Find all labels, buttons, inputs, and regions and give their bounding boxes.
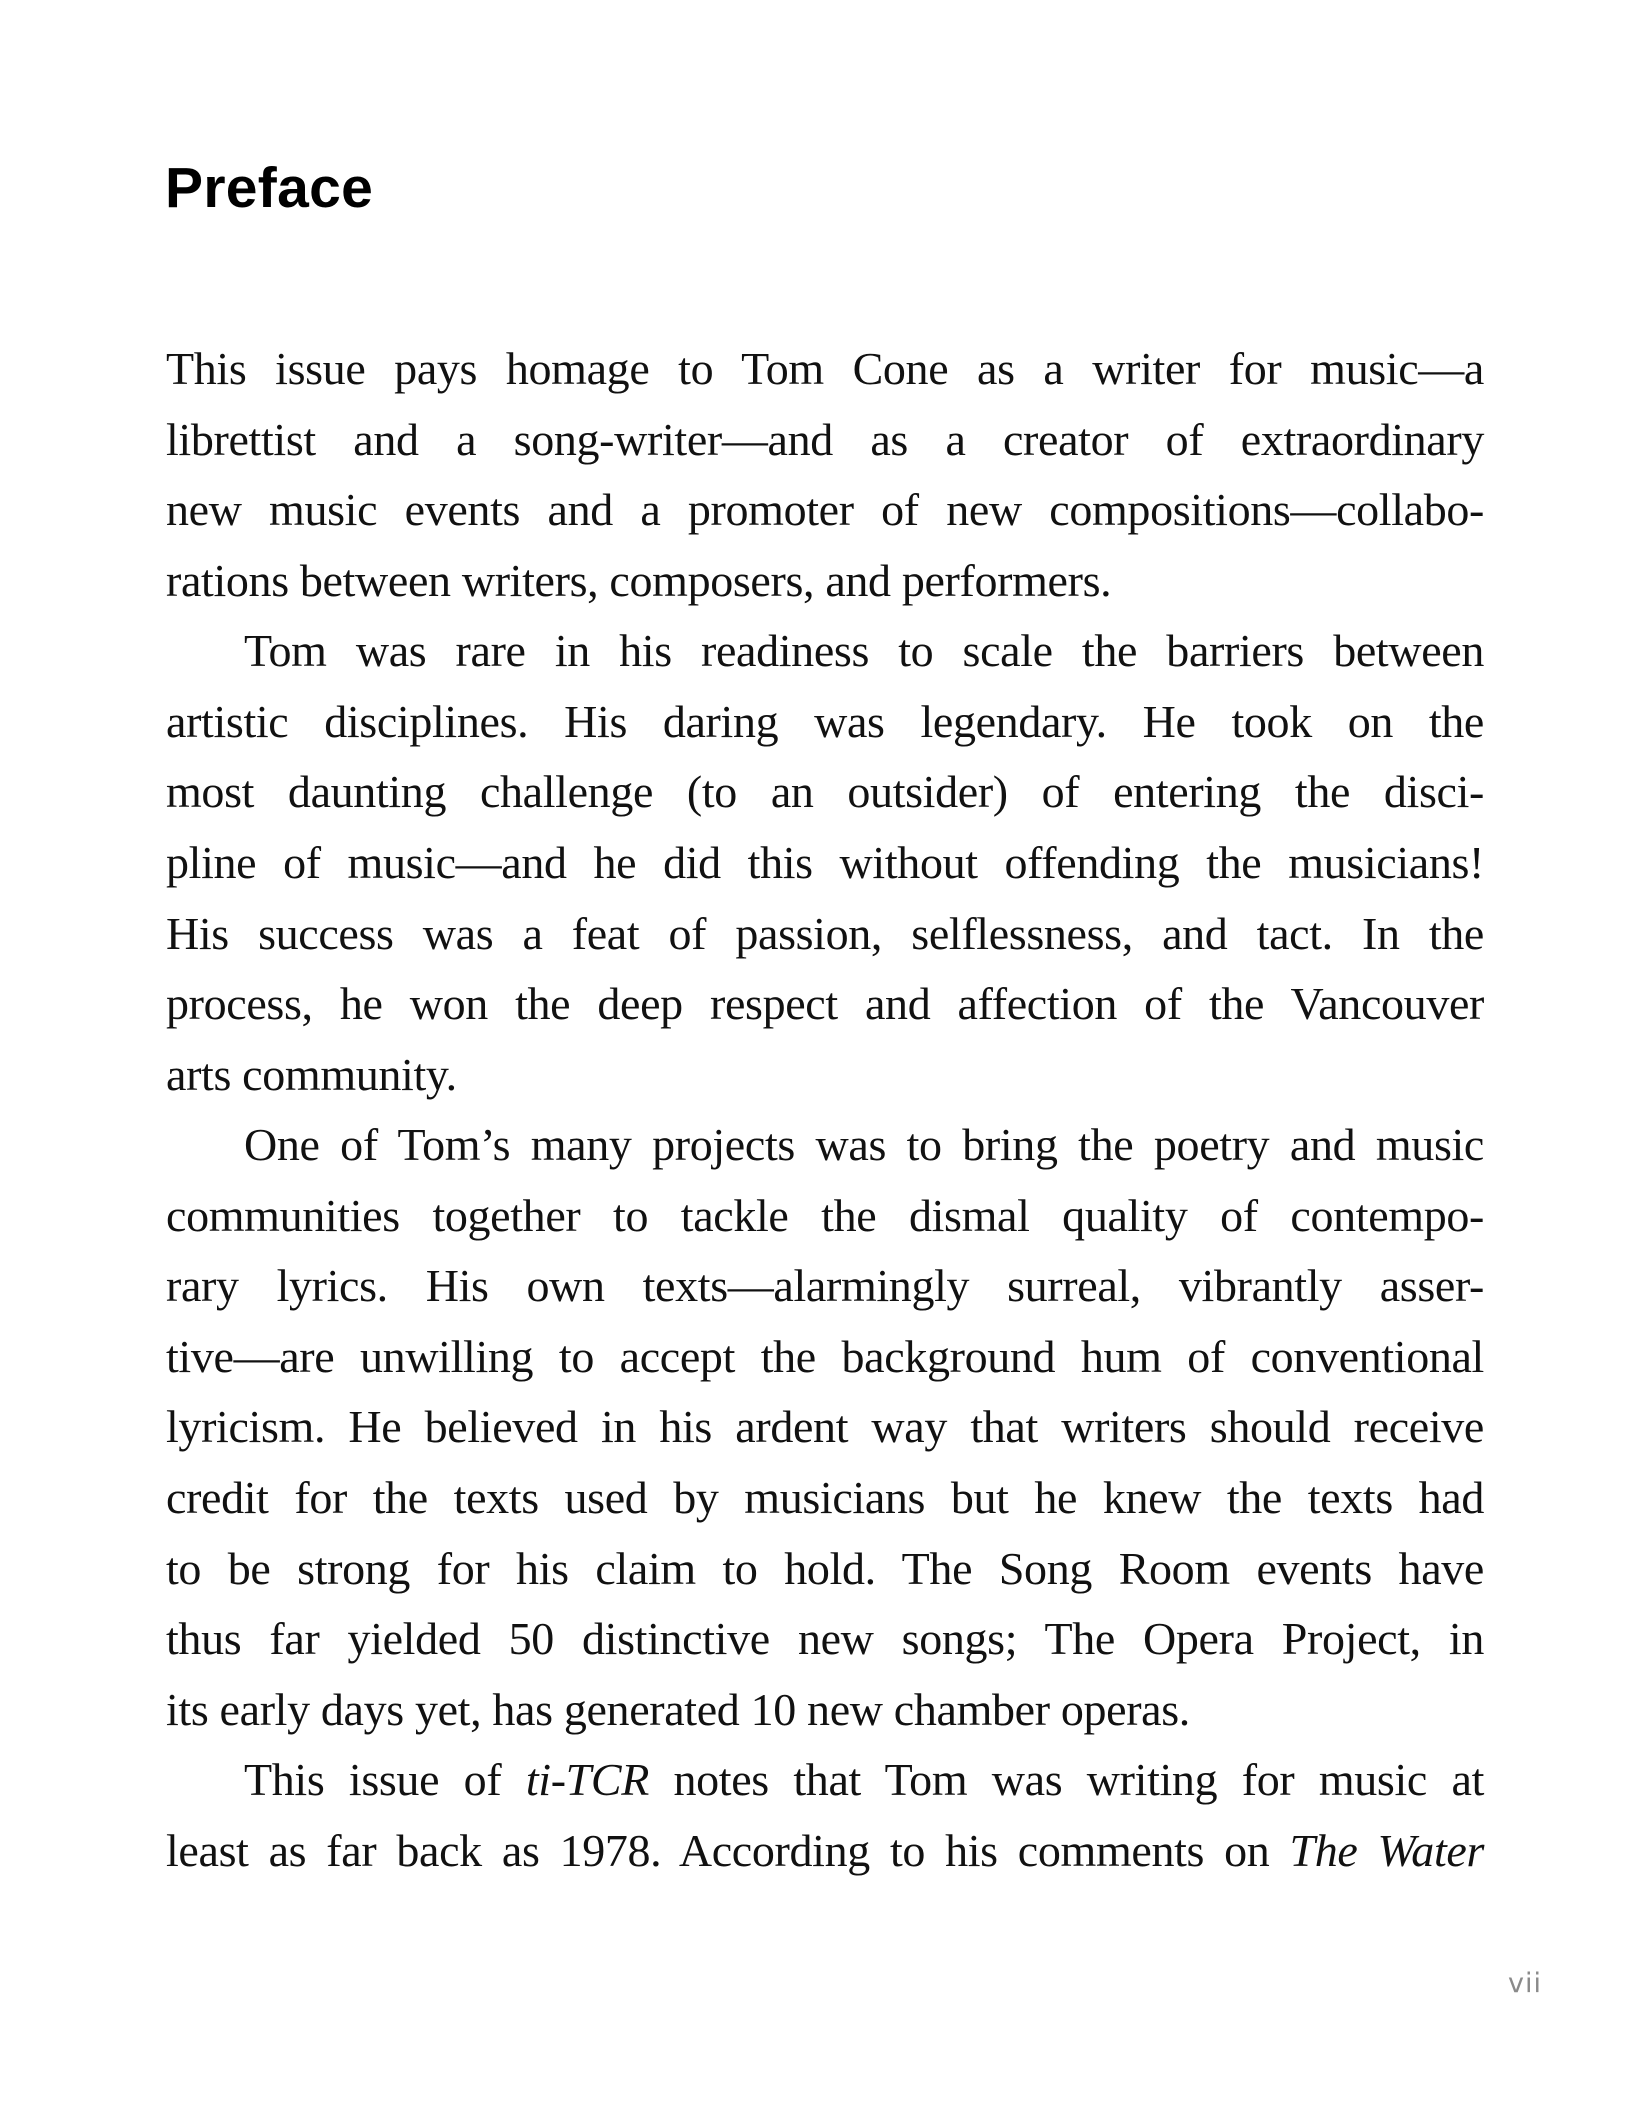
text-line [166, 687, 1484, 758]
text-line [166, 1534, 1484, 1605]
text-run: arts community. [166, 1048, 457, 1100]
text-line [166, 1110, 1484, 1181]
text-run: Tom was rare in his readiness to scale the barriers between [244, 625, 1484, 677]
text-run: new music events and a promoter of new compositions—collabo- [166, 484, 1484, 536]
text-line [166, 969, 1484, 1040]
text-run: His success was a feat of passion, selflessness, and tact. In the [166, 907, 1484, 959]
paragraph [166, 1745, 1484, 1886]
text-line [166, 1745, 1484, 1816]
text-line [166, 1604, 1484, 1675]
text-run: to be strong for his claim to hold. The Song Room events have [166, 1542, 1484, 1594]
text-line [166, 1675, 1484, 1746]
text-run: lyricism. He believed in his ardent way that writers should receive [166, 1401, 1484, 1453]
text-run: rations between writers, composers, and performers. [166, 554, 1112, 606]
italic-title: ti-TCR [525, 1754, 649, 1806]
text-line [166, 1322, 1484, 1393]
text-line [166, 616, 1484, 687]
text-run: its early days yet, has generated 10 new chamber operas. [166, 1683, 1190, 1735]
text-line [166, 1181, 1484, 1252]
text-run: communities together to tackle the dismal quality of contempo- [166, 1189, 1484, 1241]
text-line [166, 546, 1484, 617]
text-line [166, 828, 1484, 899]
text-line [166, 1251, 1484, 1322]
text-line [166, 899, 1484, 970]
paragraph [166, 616, 1484, 1110]
text-run: rary lyrics. His own texts—alarmingly surreal, vibrantly asser- [166, 1260, 1484, 1312]
text-run: This issue of [244, 1754, 526, 1806]
text-line [166, 1463, 1484, 1534]
italic-title: The Water [1289, 1824, 1484, 1876]
text-line [166, 1040, 1484, 1111]
text-run: pline of music—and he did this without offending the musicians! [166, 836, 1484, 888]
text-run: thus far yielded 50 distinctive new songs; The Opera Project, in [166, 1613, 1484, 1665]
text-line [166, 1816, 1484, 1887]
text-run: One of Tom’s many projects was to bring the poetry and music [244, 1119, 1484, 1171]
page-title: Preface [165, 156, 374, 220]
text-run: notes that Tom was writing for music at [648, 1754, 1485, 1806]
paragraph [166, 334, 1484, 616]
text-line [166, 405, 1484, 476]
text-run: tive—are unwilling to accept the background hum of conventional [166, 1330, 1484, 1382]
text-line [166, 1392, 1484, 1463]
text-line [166, 757, 1484, 828]
page-number: vii [1508, 1968, 1542, 1999]
text-run: artistic disciplines. His daring was legendary. He took on the [166, 695, 1484, 747]
text-run: credit for the texts used by musicians but he knew the texts had [166, 1472, 1484, 1523]
text-run: least as far back as 1978. According to his comments on [166, 1824, 1290, 1876]
body-text [166, 334, 1484, 1886]
paragraph [166, 1110, 1484, 1745]
text-run: This issue pays homage to Tom Cone as a writer for music—a [166, 343, 1484, 394]
text-run: process, he won the deep respect and affection of the Vancouver [166, 978, 1484, 1030]
text-line [166, 475, 1484, 546]
text-run: most daunting challenge (to an outsider) of entering the disci- [166, 766, 1484, 818]
text-run: librettist and a song-writer—and as a creator of extraordinary [166, 413, 1484, 465]
text-line [166, 334, 1484, 405]
